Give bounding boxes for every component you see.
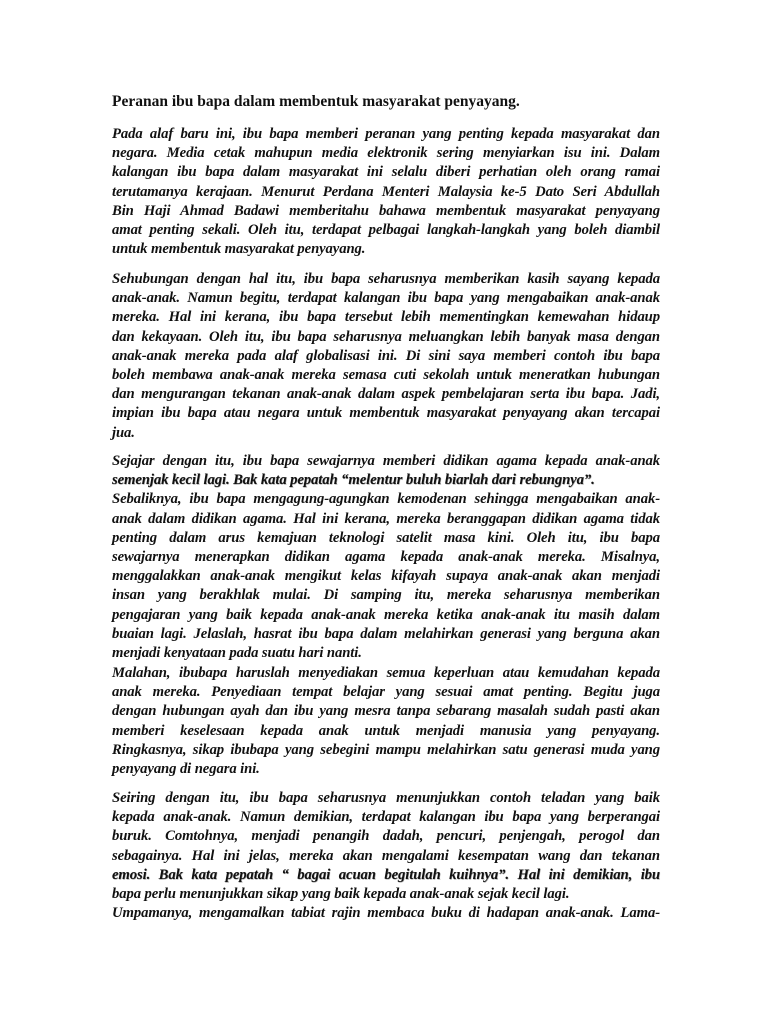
text-line: Seiring dengan itu, ibu bapa seharusnya menunjukkan contoh teladan yang baik: [112, 790, 660, 806]
text-line: dengan hubungan ayah dan ibu yang mesra tanpa sebarang masalah sudah pasti akan: [112, 703, 660, 720]
text-line: anak mereka. Penyediaan tempat belajar yang sesuai amat penting. Begitu juga: [112, 684, 660, 701]
text-line: untuk membentuk masyarakat penyayang.: [112, 241, 366, 258]
text-line: Bin Haji Ahmad Badawi memberitahu bahawa membentuk masyarakat penyayang: [112, 202, 660, 219]
text-line: jua.: [112, 424, 135, 441]
text-line: sewajarnya menerapkan didikan agama kepada anak-anak mereka. Misalnya,: [112, 548, 660, 565]
text-line: kalangan ibu bapa dalam masyarakat ini selalu diberi perhatian oleh orang ramai: [112, 164, 660, 181]
text-line: buaian lagi. Jelaslah, hasrat ibu bapa dalam melahirkan generasi yang berguna akan: [112, 625, 660, 642]
text-line: menggalakkan anak-anak mengikut kelas kifayah supaya anak-anak akan menjadi: [112, 568, 660, 585]
text-line: buruk. Comtohnya, menjadi penangih dadah, pencuri, penjengah, perogol dan: [112, 828, 660, 845]
document-title: Peranan ibu bapa dalam membentuk masyarakat penyayang.: [112, 93, 520, 110]
text-line: anak-anak mereka pada alaf globalisasi ini. Di sini saya memberi contoh ibu bapa: [112, 347, 660, 364]
text-line: memberi keselesaan kepada anak untuk menjadi manusia yang penyayang.: [112, 722, 660, 739]
paragraph-intro: [112, 125, 660, 259]
text-line: Ringkasnya, sikap ibubapa yang sebegini mampu melahirkan satu generasi muda yang: [112, 741, 660, 758]
text-line: Sejajar dengan itu, ibu bapa sewajarnya memberi didikan agama kepada anak-anak: [112, 453, 660, 469]
text-line: Malahan, ibubapa haruslah menyediakan semua keperluan atau kemudahan kepada: [112, 665, 660, 681]
text-line: penting dalam arus kemajuan teknologi satelit masa kini. Oleh itu, ibu bapa: [112, 529, 660, 546]
text-line: penyayang di negara ini.: [112, 760, 260, 777]
text-line: menjadi kenyataan pada suatu hari nanti.: [112, 644, 362, 661]
text-line: impian ibu bapa atau negara untuk membentuk masyarakat penyayang akan tercapai: [112, 405, 660, 422]
text-line: Sehubungan dengan hal itu, ibu bapa seharusnya memberikan kasih sayang kepada: [112, 271, 660, 287]
text-line-proverb: emosi. Bak kata pepatah “ bagai acuan begitulah kuihnya”. Hal ini demikian, ibu: [112, 866, 660, 883]
text-line: Umpamanya, mengamalkan tabiat rajin membaca buku di hadapan anak-anak. Lama-: [112, 905, 660, 922]
text-line: terutamanya kerajaan. Menurut Perdana Menteri Malaysia ke-5 Dato Seri Abdullah: [112, 183, 660, 200]
text-line: Pada alaf baru ini, ibu bapa memberi peranan yang penting kepada masyarakat dan: [112, 126, 660, 142]
text-line: mereka. Hal ini kerana, ibu bapa tersebut lebih mementingkan kemewahan hidaup: [112, 309, 660, 326]
text-line: anak dalam didikan agama. Hal ini kerana, mereka beranggapan didikan agama tidak: [112, 510, 660, 527]
text-line: Sebaliknya, ibu bapa mengagung-agungkan kemodenan sehingga mengabaikan anak-: [112, 491, 660, 508]
text-line: amat penting sekali. Oleh itu, terdapat pelbagai langkah-langkah yang boleh diambil: [112, 221, 660, 238]
paragraph-didikan-agama: [112, 452, 660, 663]
text-line: bapa perlu menunjukkan sikap yang baik kepada anak-anak sejak kecil lagi.: [112, 885, 570, 902]
text-line: kepada anak-anak. Namun demikian, terdapat kalangan ibu bapa yang berperangai: [112, 809, 660, 826]
text-line: negara. Media cetak mahupun media elektronik sering menyiarkan isu ini. Dalam: [112, 145, 660, 162]
paragraph-teladan: [112, 789, 660, 923]
paragraph-kasih-sayang: [112, 270, 660, 443]
text-line: pengajaran yang baik kepada anak-anak mereka ketika anak-anak itu masih dalam: [112, 606, 660, 623]
text-line: boleh membawa anak-anak mereka semasa cuti sekolah untuk meneratkan hubungan: [112, 366, 660, 383]
text-line: anak-anak. Namun begitu, terdapat kalangan ibu bapa yang mengabaikan anak-anak: [112, 290, 660, 307]
text-line: sebagainya. Hal ini jelas, mereka akan mengalami kesempatan wang dan tekanan: [112, 847, 660, 864]
text-line: dan mengurangan tekanan anak-anak dalam aspek pembelajaran serta ibu bapa. Jadi,: [112, 386, 660, 403]
text-line: dan kekayaan. Oleh itu, ibu bapa seharusnya meluangkan lebih banyak masa dengan: [112, 328, 660, 345]
paragraph-keperluan: [112, 664, 660, 779]
text-line-proverb: semenjak kecil lagi. Bak kata pepatah “melentur buluh biarlah dari rebungnya”.: [112, 472, 595, 489]
text-line: insan yang berakhlak mulai. Di samping itu, mereka seharusnya memberikan: [112, 587, 660, 604]
